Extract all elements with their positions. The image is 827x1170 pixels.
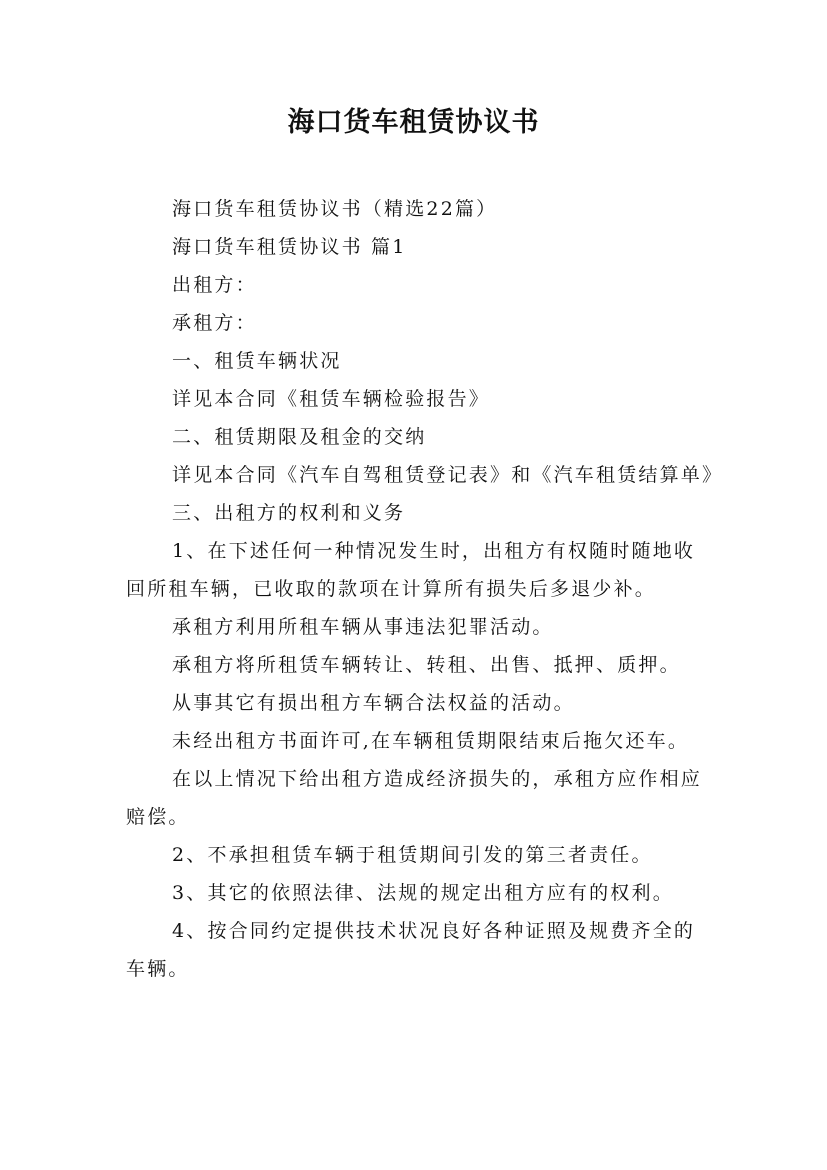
paragraph: 二、租赁期限及租金的交纳 bbox=[172, 426, 427, 448]
paragraph: 2、不承担租赁车辆于租赁期间引发的第三者责任。 bbox=[172, 844, 653, 866]
paragraph: 海口货车租赁协议书 篇1 bbox=[172, 236, 407, 258]
document-body bbox=[126, 190, 724, 988]
paragraph: 4、按合同约定提供技术状况良好各种证照及规费齐全的车辆。 bbox=[126, 920, 696, 980]
paragraph: 承租方利用所租车辆从事违法犯罪活动。 bbox=[172, 616, 554, 638]
paragraph: 在以上情况下给出租方造成经济损失的，承租方应作相应赔偿。 bbox=[126, 768, 703, 828]
paragraph: 未经出租方书面许可,在车辆租赁期限结束后拖欠还车。 bbox=[172, 730, 690, 752]
paragraph: 出租方： bbox=[172, 274, 257, 296]
paragraph: 详见本合同《汽车自驾租赁登记表》和《汽车租赁结算单》 bbox=[172, 464, 724, 486]
paragraph: 承租方将所租赁车辆转让、转租、出售、抵押、质押。 bbox=[172, 654, 681, 676]
paragraph: 海口货车租赁协议书（精选22篇） bbox=[172, 198, 498, 220]
document-title: 海口货车租赁协议书 bbox=[287, 107, 540, 138]
paragraph: 1、在下述任何一种情况发生时，出租方有权随时随地收回所租车辆，已收取的款项在计算所有损失后多退少补。 bbox=[126, 540, 696, 600]
paragraph: 3、其它的依照法律、法规的规定出租方应有的权利。 bbox=[172, 882, 674, 904]
paragraph: 三、出租方的权利和义务 bbox=[172, 502, 406, 524]
paragraph: 详见本合同《租赁车辆检验报告》 bbox=[172, 388, 491, 410]
paragraph: 一、租赁车辆状况 bbox=[172, 350, 342, 372]
paragraph: 承租方： bbox=[172, 312, 257, 334]
paragraph: 从事其它有损出租方车辆合法权益的活动。 bbox=[172, 692, 575, 714]
